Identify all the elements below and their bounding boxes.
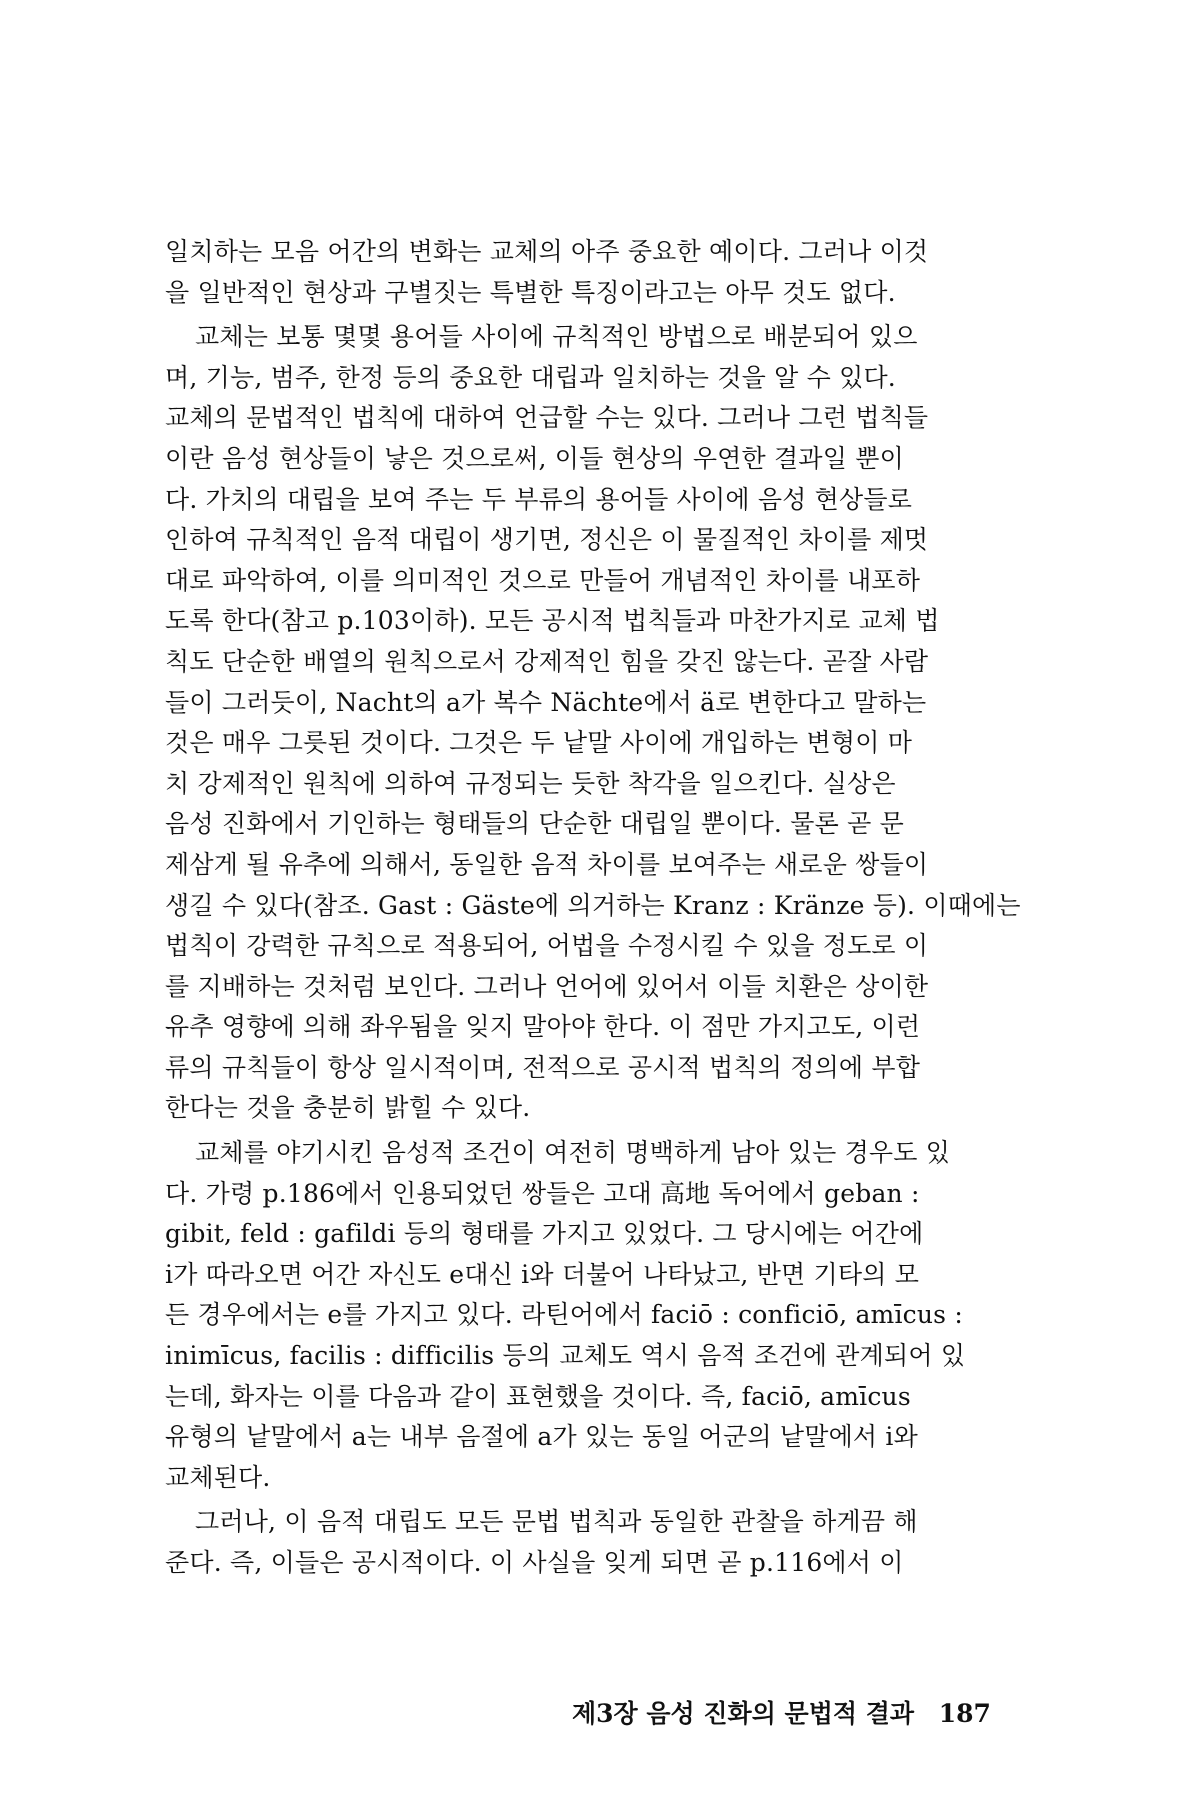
text-line: 유형의 낱말에서 a는 내부 음절에 a가 있는 동일 어군의 낱말에서 i와 xyxy=(165,1422,918,1452)
text-line: 유추 영향에 의해 좌우됨을 잊지 말아야 한다. 이 점만 가지고도, 이런 xyxy=(165,1012,921,1042)
text-line: 을 일반적인 현상과 구별짓는 특별한 특징이라고는 아무 것도 없다. xyxy=(165,277,896,307)
text-line: 그러나, 이 음적 대립도 모든 문법 법칙과 동일한 관찰을 하게끔 해 xyxy=(195,1507,918,1537)
text-line: 다. 가치의 대립을 보여 주는 두 부류의 용어들 사이에 음성 현상들로 xyxy=(165,484,913,514)
text-line: i가 따라오면 어간 자신도 e대신 i와 더불어 나타났고, 반면 기타의 모 xyxy=(165,1259,920,1289)
text-line: 대로 파악하여, 이를 의미적인 것으로 만들어 개념적인 차이를 내포하 xyxy=(165,565,921,595)
page-number: 187 xyxy=(938,1699,991,1728)
text-line: 준다. 즉, 이들은 공시적이다. 이 사실을 잊게 되면 곧 p.116에서 이 xyxy=(165,1548,904,1577)
text-line: 일치하는 모음 어간의 변화는 교체의 아주 중요한 예이다. 그러나 이것 xyxy=(165,237,929,266)
text-line: 든 경우에서는 e를 가지고 있다. 라틴어에서 faciō : conficiō, amīcus : xyxy=(165,1300,963,1330)
text-line: 교체를 야기시킨 음성적 조건이 여전히 명백하게 남아 있는 경우도 있 xyxy=(195,1138,951,1168)
text-line: 제삼게 될 유추에 의해서, 동일한 음적 차이를 보여주는 새로운 쌍들이 xyxy=(165,849,929,879)
text-line: 를 지배하는 것처럼 보인다. 그러나 언어에 있어서 이들 치환은 상이한 xyxy=(165,971,929,1001)
text-line: 도록 한다(참고 p.103이하). 모든 공시적 법칙들과 마찬가지로 교체 법 xyxy=(165,606,940,636)
text-line: 교체의 문법적인 법칙에 대하여 언급할 수는 있다. 그러나 그런 법칙들 xyxy=(165,403,929,433)
text-line: 들이 그러듯이, Nacht의 a가 복수 Nächte에서 ä로 변한다고 말하는 xyxy=(165,687,927,717)
running-head: 제3장 음성 진화의 문법적 결과 xyxy=(572,1699,915,1728)
text-line: 이란 음성 현상들이 낳은 것으로써, 이들 현상의 우연한 결과일 뿐이 xyxy=(165,443,904,473)
text-line: 교체는 보통 몇몇 용어들 사이에 규칙적인 방법으로 배분되어 있으 xyxy=(195,322,918,352)
body-text xyxy=(165,232,1047,1584)
text-line: 는데, 화자는 이를 다음과 같이 표현했을 것이다. 즉, faciō, amīcus xyxy=(165,1381,911,1411)
text-line: 며, 기능, 범주, 한정 등의 중요한 대립과 일치하는 것을 알 수 있다. xyxy=(165,362,896,392)
text-line: 생길 수 있다(참조. Gast : Gäste에 의거하는 Kranz : Kränze 등). 이때에는 xyxy=(165,890,1021,920)
paragraph xyxy=(165,232,1047,313)
text-line: 칙도 단순한 배열의 원칙으로서 강제적인 힘을 갖진 않는다. 곧잘 사람 xyxy=(165,646,929,676)
text-line: 법칙이 강력한 규칙으로 적용되어, 어법을 수정시킬 수 있을 정도로 이 xyxy=(165,931,929,961)
paragraph xyxy=(165,1502,1047,1583)
text-line: 한다는 것을 충분히 밝힐 수 있다. xyxy=(165,1093,531,1123)
text-line: 음성 진화에서 기인하는 형태들의 단순한 대립일 뿐이다. 물론 곧 문 xyxy=(165,809,904,839)
text-line: 류의 규칙들이 항상 일시적이며, 전적으로 공시적 법칙의 정의에 부합 xyxy=(165,1052,921,1082)
text-line: 치 강제적인 원칙에 의하여 규정되는 듯한 착각을 일으킨다. 실상은 xyxy=(165,768,896,798)
text-line: inimīcus, facilis : difficilis 등의 교체도 역시 음적 조건에 관계되어 있 xyxy=(165,1341,966,1371)
page-footer xyxy=(572,1694,991,1730)
text-line: 교체된다. xyxy=(165,1462,271,1492)
paragraph xyxy=(165,317,1047,1129)
text-line: 다. 가령 p.186에서 인용되었던 쌍들은 고대 高地 독어에서 geban : xyxy=(165,1178,920,1208)
paragraph xyxy=(165,1133,1047,1498)
text-line: 것은 매우 그릇된 것이다. 그것은 두 낱말 사이에 개입하는 변형이 마 xyxy=(165,728,913,758)
text-line: gibit, feld : gafildi 등의 형태를 가지고 있었다. 그 당시에는 어간에 xyxy=(165,1219,924,1249)
text-line: 인하여 규칙적인 음적 대립이 생기면, 정신은 이 물질적인 차이를 제멋 xyxy=(165,525,929,555)
